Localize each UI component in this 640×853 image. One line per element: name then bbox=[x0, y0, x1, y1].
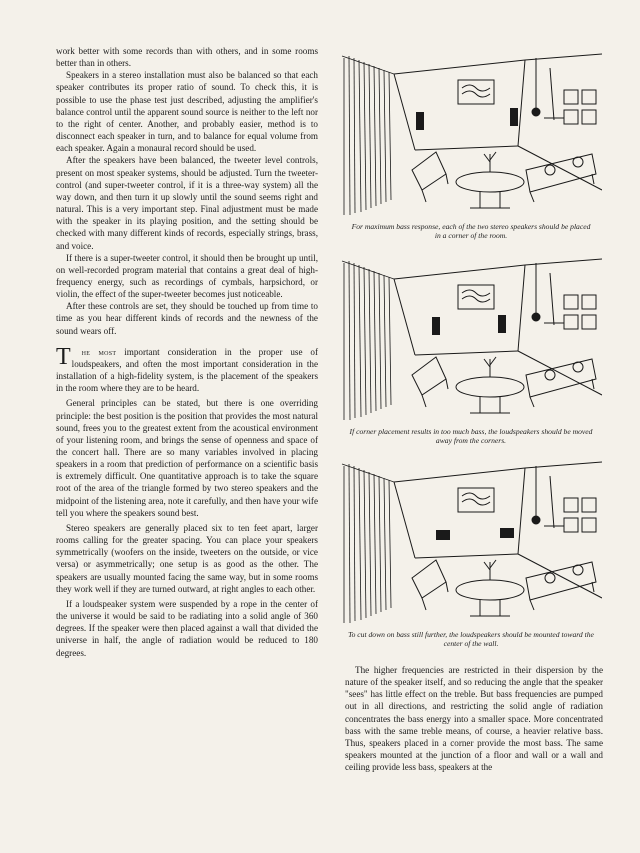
room-illustration bbox=[340, 50, 602, 220]
room-illustration bbox=[340, 458, 602, 628]
paragraph: After the speakers have been balanced, the tweeter level controls, present on most speaker systems, should be adjusted. Turn the tweeter-control (and super-tweeter control, if it is a three-way system) all the way down, and then turn it up slowly until the sound seems right and natural. This is a very important step. Final adjustment must be made with the speaker in its playing position, and the setting should be checked with many different kinds of records, especially strings, brass, and voice. bbox=[56, 155, 318, 251]
right-column bbox=[345, 664, 603, 773]
paragraph: If a loudspeaker system were suspended by a rope in the center of the universe it would be said to be radiating into a solid angle of 360 degrees. If the speaker were then placed against a wall that divided the universe in half, the angle of radiation would be reduced to 180 degrees. bbox=[56, 598, 318, 658]
figure-room-center-of-wall bbox=[340, 458, 602, 649]
section-opening-paragraph bbox=[56, 343, 318, 395]
left-column bbox=[56, 45, 318, 659]
figure-caption: If corner placement results in too much bass, the loudspeakers should be moved away from the corners. bbox=[349, 427, 593, 446]
paragraph: work better with some records than with others, and in some rooms better than in others. bbox=[56, 46, 318, 69]
drop-cap: T bbox=[56, 343, 71, 370]
figure-caption: For maximum bass response, each of the two stereo speakers should be placed in a corner of the room. bbox=[351, 222, 591, 241]
paragraph: After these controls are set, they should be touched up from time to time as you hear different kinds of records and the newness of the sound wears off. bbox=[56, 301, 318, 336]
paragraph: Speakers in a stereo installation must also be balanced so that each speaker contributes its proper ratio of sound. To check this, it is possible to use the phase test just described, adjusting the amplifier's balance control until the apparent sound source is neither to the left nor to the right of center. Another, and probably easier, method is to disconnect each speaker in turn, and to balance for equal volume from each speaker. Again a monaural record should be used. bbox=[56, 70, 318, 154]
paragraph: General principles can be stated, but there is one overriding principle: the best position is the position that provides the most natural sound, frees you to the greatest extent from the acoustical environment of your listening room, and brings the sense of openness and space of the concert hall. There are so many variables involved in placing speakers in a room that prediction of performance on a scientific basis is extremely difficult. One quantitative approach is to take the square root of the area of the triangle formed by two stereo speakers and the midpoint of the listening area, note it carefully, and then have your wife tell you where the speakers sound best. bbox=[56, 398, 318, 518]
room-illustration bbox=[340, 255, 602, 425]
paragraph: If there is a super-tweeter control, it should then be brought up until, on well-recorded program material that contains a great deal of high-frequency energy, such as recordings of cymbals, harpsichord, or violin, the effect of the super-tweeter becomes just noticeable. bbox=[56, 252, 318, 300]
lead-text: important consideration in the proper use of loudspeakers, and often the most important consideration in the installation of a high-fidelity system, is the placement of the speakers in the room where they are to be heard. bbox=[56, 346, 318, 394]
paragraph: The higher frequencies are restricted in their dispersion by the nature of the speaker itself, and so reducing the angle that the speaker "sees" has little effect on the treble. But bass frequencies are pumped out in all directions, and restricting the solid angle of radiation concentrates the bass energy into a smaller space. More concentrated bass with the same treble means, of course, a heavier relative bass. Thus, speakers placed in a corner provide the most bass. The same speakers mounted at the junction of a floor and wall or a wall and ceiling provide less bass, speakers at the bbox=[345, 665, 603, 773]
lead-smallcaps: he most bbox=[81, 346, 117, 357]
figure-caption: To cut down on bass still further, the loudspeakers should be mounted toward the center of the wall. bbox=[348, 630, 594, 649]
figure-room-corner-placement bbox=[340, 50, 602, 241]
figure-room-away-from-corners bbox=[340, 255, 602, 446]
paragraph: Stereo speakers are generally placed six to ten feet apart, larger rooms calling for the greater spacing. You can place your speakers symmetrically (woofers on the inside, tweeters on the outside, or vice versa) or asymmetrically; one setup is as good as the other. The speakers are usually mounted facing the same way, but in some rooms they work well if they are turned outward, at right angles to each other. bbox=[56, 522, 318, 594]
